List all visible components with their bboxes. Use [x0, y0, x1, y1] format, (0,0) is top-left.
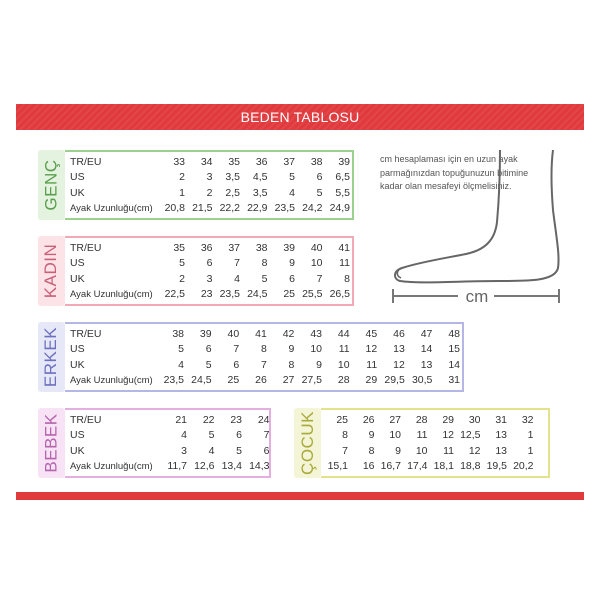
- table-cell: 23,5: [219, 288, 240, 300]
- table-cell: 11: [366, 358, 378, 371]
- table-cell: 35: [173, 241, 185, 254]
- table-cell: 21: [175, 413, 187, 426]
- table-cell: 10: [310, 257, 323, 269]
- table-cell: 39: [199, 327, 212, 340]
- group-name: BEBEK: [41, 413, 61, 473]
- table-cell: 26: [362, 413, 375, 426]
- page-title: BEDEN TABLOSU: [240, 109, 360, 125]
- table-cell: 10: [415, 444, 428, 457]
- row-label: UK: [70, 272, 85, 285]
- table-cell: 9: [368, 429, 375, 441]
- table-cell: 2: [179, 272, 185, 285]
- group-name: KADIN: [41, 243, 61, 299]
- table-cell: 24,9: [329, 202, 350, 214]
- table-cell: 32: [521, 413, 534, 426]
- table-cell: 27,5: [301, 374, 322, 386]
- table-row: [0, 459, 600, 474]
- table-cell: 13: [495, 444, 507, 457]
- table-cell: 22,9: [247, 202, 268, 214]
- table-cell: 22,5: [164, 288, 185, 300]
- table-cell: 4: [181, 429, 187, 441]
- table-cell: 29: [365, 374, 378, 386]
- footer-bar: [16, 492, 584, 500]
- table-cell: 48: [448, 327, 460, 340]
- table-cell: 28: [415, 413, 428, 426]
- table-cell: 7: [234, 257, 240, 269]
- row-label: Ayak Uzunluğu(cm): [70, 374, 153, 386]
- row-label: UK: [70, 186, 85, 199]
- table-cell: 3,5: [252, 186, 268, 199]
- table-cell: 24,5: [247, 288, 268, 300]
- table-row: [0, 342, 600, 357]
- table-cell: 10: [389, 429, 401, 441]
- table-cell: 7: [233, 343, 240, 355]
- table-cell: 22: [202, 413, 215, 426]
- table-cell: 8: [368, 444, 375, 457]
- table-cell: 36: [200, 241, 213, 254]
- table-cell: 40: [227, 327, 240, 340]
- table-cell: 12,5: [460, 429, 481, 441]
- table-cell: 12: [365, 343, 378, 355]
- table-cell: 22,2: [219, 202, 240, 214]
- table-cell: 3: [206, 272, 213, 285]
- table-row: [0, 373, 600, 388]
- table-cell: 20,8: [164, 202, 185, 214]
- row-label: US: [70, 343, 85, 355]
- table-cell: 15: [448, 343, 460, 355]
- table-cell: 3: [206, 171, 213, 183]
- table-cell: 7: [263, 429, 270, 441]
- table-cell: 15,1: [327, 460, 348, 472]
- table-cell: 5: [261, 272, 268, 285]
- table-cell: 4: [208, 444, 215, 457]
- table-cell: 37: [283, 155, 295, 168]
- table-cell: 44: [337, 327, 350, 340]
- table-cell: 2,5: [225, 186, 240, 199]
- row-label: Ayak Uzunluğu(cm): [70, 460, 153, 472]
- table-row: [0, 357, 600, 372]
- table-cell: 23: [200, 288, 213, 300]
- table-cell: 9: [316, 358, 322, 371]
- table-cell: 10: [310, 343, 322, 355]
- table-cell: 2: [179, 171, 185, 183]
- table-cell: 5: [205, 358, 212, 371]
- table-cell: 12: [393, 358, 405, 371]
- table-cell: 30: [468, 413, 481, 426]
- table-cell: 14: [420, 343, 433, 355]
- table-cell: 8: [261, 257, 268, 269]
- table-cell: 24: [257, 413, 270, 426]
- row-label: US: [70, 429, 85, 441]
- table-cell: 2: [206, 186, 213, 199]
- table-cell: 30,5: [411, 374, 433, 386]
- table-cell: 6: [263, 444, 270, 457]
- table-cell: 46: [393, 327, 405, 340]
- table-cell: 1: [179, 186, 185, 199]
- table-cell: 25: [227, 374, 240, 386]
- table-cell: 1: [527, 444, 534, 457]
- table-cell: 6: [316, 171, 323, 183]
- table-cell: 24,5: [191, 374, 212, 386]
- row-label: US: [70, 171, 85, 183]
- row-label: TR/EU: [70, 413, 102, 426]
- table-cell: 38: [172, 327, 184, 340]
- table-cell: 31: [448, 374, 460, 386]
- group-name: ERKEK: [41, 326, 61, 388]
- table-cell: 36: [255, 155, 268, 168]
- table-cell: 5: [316, 186, 323, 199]
- table-row: [0, 256, 600, 271]
- table-cell: 13: [495, 429, 507, 441]
- group-name: ÇOCUK: [297, 411, 317, 475]
- table-row: [0, 326, 600, 341]
- table-cell: 6: [205, 343, 212, 355]
- table-cell: 11: [416, 429, 428, 441]
- table-cell: 7: [316, 272, 323, 285]
- table-cell: 10: [337, 358, 350, 371]
- table-cell: 8: [288, 358, 295, 371]
- table-cell: 8: [344, 272, 350, 285]
- table-cell: 11: [338, 343, 350, 355]
- table-cell: 17,4: [407, 460, 428, 472]
- measurement-note: cm hesaplaması için en uzun ayak parmağınızdan topuğunuzun bitimine kadar olan mesafeyi ölçmelisiniz.: [380, 154, 529, 191]
- table-cell: 5: [236, 444, 242, 457]
- table-cell: 7: [260, 358, 267, 371]
- table-cell: 5: [208, 429, 215, 441]
- table-cell: 6: [289, 272, 295, 285]
- table-cell: 7: [342, 444, 348, 457]
- table-cell: 38: [255, 241, 268, 254]
- table-cell: 11: [339, 257, 350, 269]
- row-label: Ayak Uzunluğu(cm): [70, 202, 153, 214]
- table-cell: 42: [282, 327, 295, 340]
- table-cell: 35: [228, 155, 240, 168]
- table-row: [0, 287, 600, 302]
- table-cell: 11: [443, 444, 454, 457]
- table-cell: 41: [338, 241, 350, 254]
- table-cell: 6: [233, 358, 240, 371]
- table-cell: 43: [310, 327, 322, 340]
- table-cell: 29: [442, 413, 454, 426]
- table-cell: 37: [228, 241, 240, 254]
- table-cell: 12: [468, 444, 481, 457]
- row-label: UK: [70, 358, 85, 371]
- table-cell: 9: [395, 444, 401, 457]
- table-cell: 28: [337, 374, 350, 386]
- table-cell: 16: [362, 460, 375, 472]
- table-cell: 21,5: [192, 202, 213, 214]
- table-cell: 25: [283, 288, 295, 300]
- table-cell: 45: [365, 327, 378, 340]
- table-cell: 4: [289, 186, 295, 199]
- table-row: [0, 201, 600, 216]
- table-cell: 3,5: [225, 171, 240, 183]
- table-cell: 9: [288, 343, 295, 355]
- table-cell: 47: [420, 327, 433, 340]
- table-cell: 23,5: [163, 374, 184, 386]
- table-row: [0, 412, 600, 427]
- table-cell: 27: [389, 413, 401, 426]
- header-bar: [16, 104, 584, 130]
- table-cell: 9: [289, 257, 295, 269]
- table-cell: 13: [420, 358, 433, 371]
- table-row: [0, 428, 600, 443]
- row-label: US: [70, 257, 85, 269]
- table-cell: 18,8: [460, 460, 481, 472]
- table-cell: 29,5: [384, 374, 405, 386]
- table-cell: 5,5: [335, 186, 350, 199]
- table-cell: 16,7: [380, 460, 401, 472]
- table-cell: 25: [336, 413, 348, 426]
- table-cell: 40: [310, 241, 323, 254]
- table-cell: 14,3: [249, 460, 270, 472]
- table-cell: 41: [255, 327, 267, 340]
- table-cell: 6,5: [335, 171, 350, 183]
- table-cell: 20,2: [513, 460, 534, 472]
- table-cell: 4: [178, 358, 184, 371]
- table-cell: 26: [255, 374, 267, 386]
- table-cell: 8: [342, 429, 348, 441]
- table-cell: 19,5: [486, 460, 507, 472]
- table-row: [0, 443, 600, 458]
- table-cell: 8: [260, 343, 267, 355]
- row-label: TR/EU: [70, 327, 102, 340]
- table-cell: 6: [206, 257, 213, 269]
- table-row: [0, 240, 600, 255]
- table-row: [0, 271, 600, 286]
- table-cell: 3: [181, 444, 187, 457]
- table-cell: 39: [283, 241, 295, 254]
- table-cell: 12: [442, 429, 454, 441]
- table-cell: 39: [338, 155, 350, 168]
- table-cell: 4,5: [252, 171, 268, 183]
- table-cell: 23,5: [274, 202, 295, 214]
- table-cell: 14: [448, 358, 460, 371]
- table-cell: 13,4: [221, 460, 242, 472]
- row-label: TR/EU: [70, 241, 102, 254]
- row-label: Ayak Uzunluğu(cm): [70, 288, 153, 300]
- table-cell: 11,7: [167, 460, 187, 472]
- table-cell: 24,2: [302, 202, 323, 214]
- group-name: GENÇ: [41, 159, 61, 211]
- measure-label: cm: [465, 287, 489, 306]
- table-cell: 5: [289, 171, 295, 183]
- table-cell: 23: [230, 413, 242, 426]
- table-cell: 25,5: [302, 288, 323, 300]
- table-cell: 5: [179, 257, 185, 269]
- table-cell: 26,5: [329, 288, 350, 300]
- table-cell: 6: [236, 429, 242, 441]
- table-cell: 4: [234, 272, 240, 285]
- table-cell: 33: [173, 155, 185, 168]
- table-cell: 18,1: [433, 460, 454, 472]
- table-cell: 12,6: [194, 460, 215, 472]
- table-cell: 31: [495, 413, 507, 426]
- row-label: UK: [70, 444, 85, 457]
- table-cell: 1: [527, 429, 534, 441]
- table-cell: 38: [310, 155, 323, 168]
- table-cell: 13: [393, 343, 405, 355]
- table-cell: 27: [282, 374, 295, 386]
- table-cell: 5: [178, 343, 184, 355]
- table-cell: 34: [200, 155, 213, 168]
- row-label: TR/EU: [70, 155, 102, 168]
